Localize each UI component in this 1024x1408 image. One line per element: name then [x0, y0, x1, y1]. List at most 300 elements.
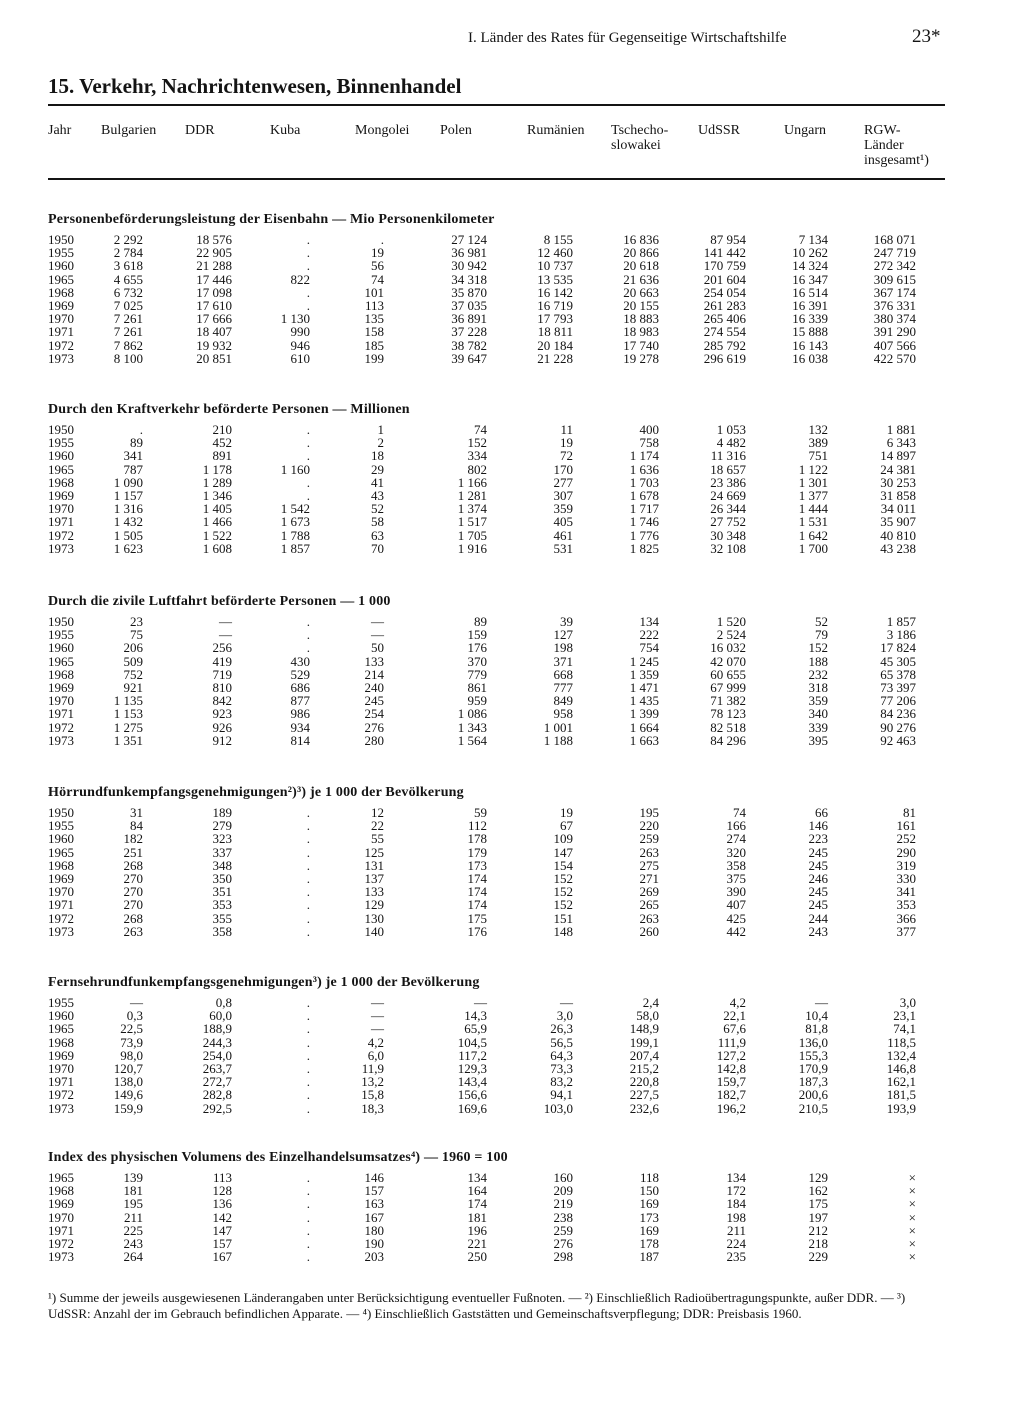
- value-cell: 136,0: [798, 1034, 828, 1050]
- value-cell: 172: [726, 1183, 746, 1199]
- value-cell: 113: [212, 1170, 232, 1185]
- value-cell: 146: [808, 818, 828, 834]
- value-cell: 30 253: [880, 474, 916, 490]
- value-cell: 758: [639, 435, 659, 451]
- value-cell: 14 897: [880, 448, 916, 464]
- year-cell: 1969: [48, 1196, 74, 1212]
- value-cell: 341: [896, 884, 916, 900]
- value-cell: 419: [212, 653, 232, 669]
- value-cell: 65,9: [464, 1021, 487, 1037]
- value-cell: 777: [553, 679, 573, 695]
- value-cell: 211: [726, 1222, 746, 1238]
- value-cell: 19: [560, 435, 573, 451]
- value-cell: 18,3: [361, 1100, 384, 1116]
- table-row: [48, 846, 948, 859]
- value-cell: 36 981: [451, 245, 487, 261]
- value-cell: 407: [726, 897, 746, 913]
- value-cell: .: [306, 1087, 310, 1103]
- value-cell: 164: [467, 1183, 487, 1199]
- value-cell: —: [474, 995, 487, 1010]
- value-cell: 142: [212, 1209, 232, 1225]
- value-cell: 137: [364, 870, 384, 886]
- value-cell: 246: [808, 870, 828, 886]
- value-cell: 307: [553, 487, 573, 503]
- value-cell: 256: [212, 640, 232, 656]
- value-cell: 245: [364, 693, 384, 709]
- year-cell: 1969: [48, 487, 74, 503]
- value-cell: .: [139, 422, 143, 437]
- value-cell: 21 636: [623, 271, 659, 287]
- value-cell: ×: [908, 1222, 916, 1238]
- table-row: [48, 463, 948, 476]
- value-cell: 1 857: [886, 614, 916, 629]
- table-row: [48, 668, 948, 681]
- value-cell: 134: [639, 614, 659, 629]
- value-cell: 422 570: [873, 350, 916, 366]
- value-cell: 298: [553, 1249, 573, 1265]
- section-title: Personenbeförderungsleistung der Eisenbahn — Mio Personenkilometer: [48, 212, 495, 227]
- table-row: [48, 832, 948, 845]
- value-cell: 264: [123, 1249, 143, 1265]
- value-cell: 292,5: [202, 1100, 232, 1116]
- value-cell: 274: [726, 831, 746, 847]
- value-cell: 197: [808, 1209, 828, 1225]
- value-cell: 926: [212, 719, 232, 735]
- value-cell: 210: [212, 422, 232, 437]
- value-cell: ×: [908, 1235, 916, 1251]
- value-cell: 103,0: [543, 1100, 573, 1116]
- value-cell: 20 866: [623, 245, 659, 261]
- year-cell: 1970: [48, 1060, 74, 1076]
- value-cell: 1 531: [798, 514, 828, 530]
- value-cell: ×: [908, 1196, 916, 1212]
- value-cell: 1 788: [280, 527, 310, 543]
- value-cell: 2 292: [113, 232, 143, 247]
- value-cell: 16 719: [537, 297, 573, 313]
- value-cell: 370: [467, 653, 487, 669]
- value-cell: 92 463: [880, 732, 916, 748]
- value-cell: .: [306, 910, 310, 926]
- value-cell: 4 655: [113, 271, 143, 287]
- table-row: [48, 721, 948, 734]
- value-cell: 1 881: [886, 422, 916, 437]
- value-cell: 270: [123, 870, 143, 886]
- value-cell: 17 824: [880, 640, 916, 656]
- value-cell: 120,7: [113, 1060, 143, 1076]
- value-cell: 16 142: [537, 284, 573, 300]
- value-cell: 179: [467, 844, 487, 860]
- value-cell: 1 916: [457, 540, 487, 556]
- value-cell: 139: [123, 1170, 143, 1185]
- table-row: [48, 515, 948, 528]
- value-cell: 272 342: [873, 258, 916, 274]
- value-cell: 182,7: [716, 1087, 746, 1103]
- value-cell: 3 618: [113, 258, 143, 274]
- value-cell: 1 703: [629, 474, 659, 490]
- value-cell: 67,6: [723, 1021, 746, 1037]
- value-cell: 71 382: [710, 693, 746, 709]
- value-cell: 1 505: [113, 527, 143, 543]
- value-cell: 17 610: [196, 297, 232, 313]
- value-cell: 1 374: [457, 501, 487, 517]
- table-row: [48, 734, 948, 747]
- year-cell: 1955: [48, 245, 74, 261]
- value-cell: 59: [474, 805, 487, 820]
- value-cell: 134: [726, 1170, 746, 1185]
- value-cell: 34 011: [880, 501, 916, 517]
- column-header-10: RGW- Länder insgesamt¹): [864, 123, 929, 168]
- value-cell: 7 862: [113, 337, 143, 353]
- value-cell: 113: [364, 297, 384, 313]
- table-row: [48, 707, 948, 720]
- value-cell: 270: [123, 884, 143, 900]
- value-cell: 318: [808, 679, 828, 695]
- value-cell: 842: [212, 693, 232, 709]
- value-cell: 20 618: [623, 258, 659, 274]
- value-cell: .: [306, 627, 310, 643]
- value-cell: 3 186: [886, 627, 916, 643]
- value-cell: 274 554: [703, 324, 746, 340]
- value-cell: 22: [371, 818, 384, 834]
- value-cell: .: [306, 422, 310, 437]
- value-cell: 668: [553, 666, 573, 682]
- value-cell: 31 858: [880, 487, 916, 503]
- value-cell: 1 705: [457, 527, 487, 543]
- value-cell: 26,3: [550, 1021, 573, 1037]
- value-cell: 146: [364, 1170, 384, 1185]
- value-cell: 779: [467, 666, 487, 682]
- value-cell: 861: [467, 679, 487, 695]
- value-cell: 268: [123, 857, 143, 873]
- value-cell: 111,9: [717, 1034, 746, 1050]
- value-cell: .: [306, 1100, 310, 1116]
- value-cell: 6 732: [113, 284, 143, 300]
- value-cell: .: [306, 1170, 310, 1185]
- value-cell: 245: [808, 884, 828, 900]
- year-cell: 1972: [48, 337, 74, 353]
- value-cell: 946: [290, 337, 310, 353]
- value-cell: .: [380, 232, 384, 247]
- value-cell: 13,2: [361, 1074, 384, 1090]
- value-cell: 787: [123, 461, 143, 477]
- value-cell: 132,4: [886, 1047, 916, 1063]
- footnotes: ¹) Summe der jeweils ausgewiesenen Länderangaben unter Berücksichtigung eventueller Fußnoten. — ²) Einschließlich Radioübertragungspunkte, außer DDR. — ³) UdSSR: Anzahl der im Gebrauch befindlichen Apparate. — ⁴) Einschließlich Gaststätten und Gemeinschaftsverpflegung; DDR: Preisbasis 1960.: [48, 1290, 906, 1321]
- value-cell: .: [306, 1060, 310, 1076]
- section-title: Index des physischen Volumens des Einzelhandelsumsatzes⁴) — 1960 = 100: [48, 1150, 508, 1165]
- value-cell: 16 391: [792, 297, 828, 313]
- value-cell: 1 122: [798, 461, 828, 477]
- value-cell: 18 657: [710, 461, 746, 477]
- value-cell: 1 642: [798, 527, 828, 543]
- value-cell: ×: [908, 1209, 916, 1225]
- column-header-2: DDR: [185, 123, 215, 138]
- value-cell: 21 228: [537, 350, 573, 366]
- value-cell: 18 407: [196, 324, 232, 340]
- year-cell: 1973: [48, 1100, 74, 1116]
- value-cell: 26 344: [710, 501, 746, 517]
- value-cell: 849: [553, 693, 573, 709]
- value-cell: 1 188: [543, 732, 573, 748]
- table-title: 15. Verkehr, Nachrichtenwesen, Binnenhandel: [48, 74, 462, 98]
- value-cell: .: [306, 297, 310, 313]
- value-cell: .: [306, 844, 310, 860]
- value-cell: 958: [553, 706, 573, 722]
- year-cell: 1970: [48, 1209, 74, 1225]
- value-cell: 220: [639, 818, 659, 834]
- value-cell: 73,9: [120, 1034, 143, 1050]
- value-cell: 1 825: [629, 540, 659, 556]
- year-cell: 1968: [48, 284, 74, 300]
- value-cell: 170: [553, 461, 573, 477]
- value-cell: 1 776: [629, 527, 659, 543]
- value-cell: 15,8: [361, 1087, 384, 1103]
- value-cell: 7 261: [113, 324, 143, 340]
- value-cell: 175: [467, 910, 487, 926]
- year-cell: 1955: [48, 995, 74, 1010]
- value-cell: 934: [290, 719, 310, 735]
- value-cell: 225: [123, 1222, 143, 1238]
- running-head: I. Länder des Rates für Gegenseitige Wirtschaftshilfe: [468, 30, 787, 46]
- value-cell: 104,5: [457, 1034, 487, 1050]
- value-cell: 1 275: [113, 719, 143, 735]
- value-cell: 1 700: [798, 540, 828, 556]
- value-cell: 166: [726, 818, 746, 834]
- value-cell: 229: [808, 1249, 828, 1265]
- value-cell: 959: [467, 693, 487, 709]
- value-cell: 430: [290, 653, 310, 669]
- value-cell: 41: [371, 474, 384, 490]
- value-cell: .: [306, 897, 310, 913]
- table-row: [48, 476, 948, 489]
- table-row: [48, 339, 948, 352]
- value-cell: 188: [808, 653, 828, 669]
- table-row: [48, 1022, 948, 1035]
- value-cell: 6 343: [886, 435, 916, 451]
- value-cell: 21 288: [196, 258, 232, 274]
- column-header-5: Polen: [440, 123, 472, 138]
- value-cell: 174: [467, 1196, 487, 1212]
- value-cell: 132: [808, 422, 828, 437]
- value-cell: 265: [639, 897, 659, 913]
- value-cell: 66: [815, 805, 828, 820]
- value-cell: 223: [808, 831, 828, 847]
- value-cell: 127: [553, 627, 573, 643]
- year-cell: 1950: [48, 805, 74, 820]
- value-cell: 201 604: [703, 271, 746, 287]
- value-cell: 11,9: [361, 1060, 384, 1076]
- value-cell: 181: [467, 1209, 487, 1225]
- value-cell: 151: [553, 910, 573, 926]
- value-cell: 129,3: [457, 1060, 487, 1076]
- value-cell: 169: [639, 1196, 659, 1212]
- value-cell: .: [306, 805, 310, 820]
- table-row: [48, 352, 948, 365]
- value-cell: 2 524: [716, 627, 746, 643]
- value-cell: 244: [808, 910, 828, 926]
- value-cell: 129: [808, 1170, 828, 1185]
- value-cell: —: [560, 995, 573, 1010]
- value-cell: 214: [364, 666, 384, 682]
- value-cell: .: [306, 435, 310, 451]
- year-cell: 1970: [48, 311, 74, 327]
- value-cell: —: [219, 627, 232, 643]
- value-cell: 38 782: [451, 337, 487, 353]
- value-cell: 37 035: [451, 297, 487, 313]
- value-cell: 218: [808, 1235, 828, 1251]
- value-cell: .: [306, 614, 310, 629]
- value-cell: 159,7: [716, 1074, 746, 1090]
- year-cell: 1968: [48, 1183, 74, 1199]
- value-cell: 163: [364, 1196, 384, 1212]
- value-cell: .: [306, 995, 310, 1010]
- value-cell: 56: [371, 258, 384, 274]
- value-cell: 135: [364, 311, 384, 327]
- section-title: Hörrundfunkempfangsgenehmigungen²)³) je 1 000 der Bevölkerung: [48, 785, 464, 800]
- page-number: 23*: [912, 26, 941, 47]
- value-cell: 18 983: [623, 324, 659, 340]
- value-cell: 174: [467, 870, 487, 886]
- value-cell: 195: [639, 805, 659, 820]
- value-cell: 60 655: [710, 666, 746, 682]
- value-cell: 133: [364, 653, 384, 669]
- value-cell: 174: [467, 897, 487, 913]
- value-cell: 1 160: [280, 461, 310, 477]
- value-cell: 1 174: [629, 448, 659, 464]
- value-cell: 190: [364, 1235, 384, 1251]
- value-cell: 11 316: [710, 448, 746, 464]
- value-cell: 90 276: [880, 719, 916, 735]
- value-cell: 60,0: [209, 1008, 232, 1024]
- value-cell: 1 678: [629, 487, 659, 503]
- table-row: [48, 542, 948, 555]
- value-cell: .: [306, 818, 310, 834]
- value-cell: 37 228: [451, 324, 487, 340]
- value-cell: 1 245: [629, 653, 659, 669]
- value-cell: 238: [553, 1209, 573, 1225]
- year-cell: 1969: [48, 679, 74, 695]
- value-cell: 377: [896, 923, 916, 939]
- value-cell: 23,1: [893, 1008, 916, 1024]
- value-cell: ×: [908, 1170, 916, 1185]
- value-cell: 1 405: [202, 501, 232, 517]
- year-cell: 1950: [48, 614, 74, 629]
- value-cell: 877: [290, 693, 310, 709]
- value-cell: 198: [553, 640, 573, 656]
- value-cell: ×: [908, 1183, 916, 1199]
- table-row: [48, 273, 948, 286]
- value-cell: 227,5: [629, 1087, 659, 1103]
- value-cell: 4 482: [716, 435, 746, 451]
- value-cell: 84: [130, 818, 143, 834]
- year-cell: 1968: [48, 474, 74, 490]
- value-cell: 209: [553, 1183, 573, 1199]
- value-cell: .: [306, 1008, 310, 1024]
- year-cell: 1960: [48, 1008, 74, 1024]
- value-cell: 400: [639, 422, 659, 437]
- value-cell: 152: [553, 884, 573, 900]
- value-cell: 58,0: [636, 1008, 659, 1024]
- value-cell: 89: [130, 435, 143, 451]
- value-cell: 285 792: [703, 337, 746, 353]
- value-cell: 358: [726, 857, 746, 873]
- value-cell: 129: [364, 897, 384, 913]
- value-cell: 1 351: [113, 732, 143, 748]
- value-cell: 250: [467, 1249, 487, 1265]
- value-cell: 211: [123, 1209, 143, 1225]
- value-cell: 1 522: [202, 527, 232, 543]
- value-cell: 203: [364, 1249, 384, 1265]
- year-cell: 1971: [48, 706, 74, 722]
- value-cell: 77 206: [880, 693, 916, 709]
- value-cell: 176: [467, 640, 487, 656]
- value-cell: 260: [639, 923, 659, 939]
- year-cell: 1973: [48, 732, 74, 748]
- value-cell: 10,4: [805, 1008, 828, 1024]
- value-cell: .: [306, 1183, 310, 1199]
- value-cell: 130: [364, 910, 384, 926]
- value-cell: 8 100: [113, 350, 143, 366]
- value-cell: .: [306, 1074, 310, 1090]
- value-cell: 359: [808, 693, 828, 709]
- value-cell: 355: [212, 910, 232, 926]
- value-cell: 1 466: [202, 514, 232, 530]
- value-cell: 340: [808, 706, 828, 722]
- value-cell: 7 261: [113, 311, 143, 327]
- value-cell: 1 432: [113, 514, 143, 530]
- value-cell: 990: [290, 324, 310, 340]
- value-cell: 309 615: [873, 271, 916, 287]
- value-cell: 921: [123, 679, 143, 695]
- value-cell: 240: [364, 679, 384, 695]
- value-cell: 94,1: [550, 1087, 573, 1103]
- value-cell: 185: [364, 337, 384, 353]
- value-cell: 143,4: [457, 1074, 487, 1090]
- value-cell: 245: [808, 844, 828, 860]
- value-cell: 254: [364, 706, 384, 722]
- value-cell: 1 608: [202, 540, 232, 556]
- value-cell: 1 664: [629, 719, 659, 735]
- value-cell: 1 316: [113, 501, 143, 517]
- value-cell: 359: [553, 501, 573, 517]
- value-cell: 380 374: [873, 311, 916, 327]
- value-cell: 178: [639, 1235, 659, 1251]
- value-cell: 162,1: [886, 1074, 916, 1090]
- value-cell: 276: [364, 719, 384, 735]
- value-cell: 12: [371, 805, 384, 820]
- value-cell: 1 343: [457, 719, 487, 735]
- table-row: [48, 655, 948, 668]
- value-cell: 74: [733, 805, 746, 820]
- value-cell: 814: [290, 732, 310, 748]
- value-cell: 232: [808, 666, 828, 682]
- year-cell: 1965: [48, 1021, 74, 1037]
- value-cell: 173: [467, 857, 487, 873]
- value-cell: 224: [726, 1235, 746, 1251]
- value-cell: 73,3: [550, 1060, 573, 1076]
- value-cell: 189: [212, 805, 232, 820]
- value-cell: 148,9: [629, 1021, 659, 1037]
- value-cell: 752: [123, 666, 143, 682]
- value-cell: 1 444: [798, 501, 828, 517]
- value-cell: 1 130: [280, 311, 310, 327]
- value-cell: 277: [553, 474, 573, 490]
- value-cell: 39: [560, 614, 573, 629]
- value-cell: 181,5: [886, 1087, 916, 1103]
- value-cell: 371: [553, 653, 573, 669]
- value-cell: 389: [808, 435, 828, 451]
- value-cell: 1 673: [280, 514, 310, 530]
- value-cell: 686: [290, 679, 310, 695]
